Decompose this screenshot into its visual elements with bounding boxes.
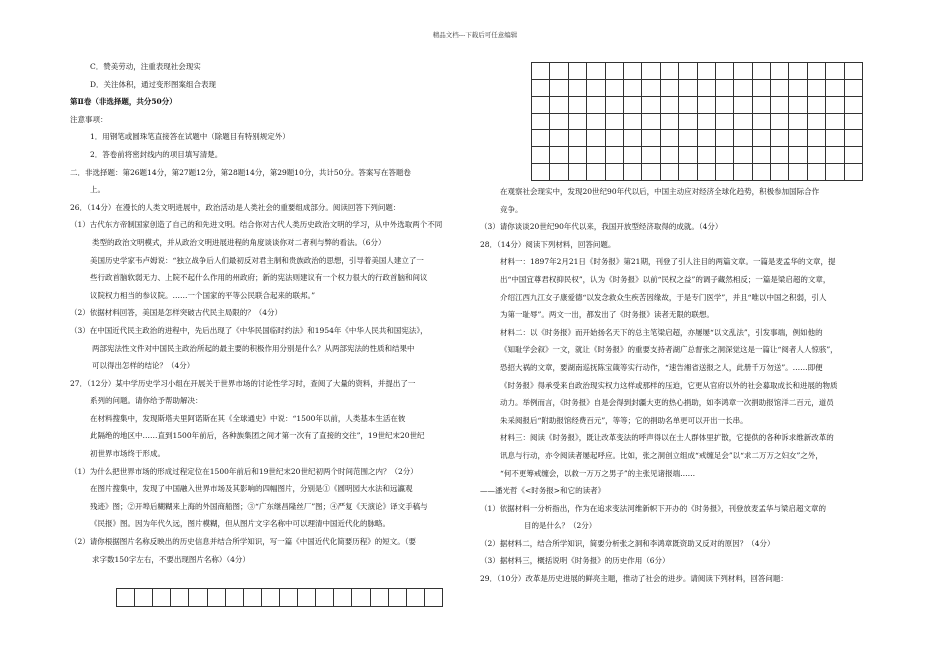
grid-cell [569,130,587,147]
grid-cell [771,97,789,114]
grid-cell [532,147,550,164]
left-line: 注意事项： [70,114,108,124]
grid-cell [698,63,716,80]
grid-cell [642,147,660,164]
grid-cell [532,80,550,97]
grid-cell [716,147,734,164]
grid-cell [734,164,752,181]
grid-cell [698,164,716,181]
grid-cell [808,97,826,114]
grid-cell [371,589,389,607]
page-header: 精品文档---下载后可任意编辑 [432,31,518,39]
grid-cell [569,114,587,131]
grid-cell [135,589,153,607]
grid-cell [624,97,642,114]
left-line: （2）请你根据图片名称反映出的历史信息并结合所学知识，写一篇《中国近代化简要历程》的短文。（要 [70,537,417,547]
grid-cell [642,130,660,147]
grid-cell [587,130,605,147]
grid-cell [753,114,771,131]
grid-cell [532,130,550,147]
grid-cell [808,80,826,97]
left-line: D．关注体积，通过变形图案组合表现 [90,79,217,89]
grid-cell [587,114,605,131]
grid-cell [698,114,716,131]
grid-cell [716,63,734,80]
right-line: 为第一耻辱”。两文一出，都发出了《时务报》读者无限的联想。 [500,310,714,320]
right-line: 28．（14分）阅读下列材料，回答问题。 [480,239,616,249]
grid-cell [679,63,697,80]
grid-cell [753,63,771,80]
grid-cell [716,97,734,114]
left-line: 26．（14分）在漫长的人类文明进展中，政治活动是人类社会的重要组成部分。阅读回答下列问题： [70,202,401,212]
grid-cell [826,63,844,80]
left-line: 上。 [90,185,105,195]
grid-cell [606,114,624,131]
grid-cell [716,114,734,131]
grid-cell [642,114,660,131]
grid-cell [642,80,660,97]
grid-cell [244,589,262,607]
grid-cell [661,80,679,97]
right-line: 材料一：1897年2月21日《时务报》第21期，刊登了引人注目的两篇文章。一篇是麦孟华的文章，提 [500,257,836,267]
grid-cell [679,97,697,114]
grid-cell [771,63,789,80]
grid-cell [208,589,226,607]
grid-cell [789,114,807,131]
grid-cell [153,589,171,607]
grid-cell [808,130,826,147]
left-column [70,58,475,568]
grid-cell [569,164,587,181]
grid-cell [642,63,660,80]
left-line: 《民报》图。因为年代久远，图片模糊，但从图片文字名称中可以理清中国近代化的脉略。 [90,519,390,529]
right-line: 竞争。 [500,204,523,214]
grid-cell [407,589,425,607]
right-line: 动力。举例而言，《时务报》自是会得到封疆大吏的热心捐助，如李鸿章一次捐助报馆洋二百元，道员 [500,398,834,408]
right-line: （1）依据材料一分析指出，作为在追求变法河维新帜下开办的《时务报》，刊登放麦孟华与梁启超文章的 [480,503,827,513]
grid-cell [679,164,697,181]
grid-cell [679,147,697,164]
left-line: C．赞美劳动，注重表现社会现实 [90,62,201,71]
grid-cell [734,147,752,164]
grid-cell [679,114,697,131]
grid-cell [587,147,605,164]
grid-cell [845,130,863,147]
left-line: （3）在中国近代民主政治的进程中，先后出现了《中华民国临时约法》和1954年《中华人民共和国宪法》， [70,325,428,335]
grid-cell [753,147,771,164]
grid-cell [606,130,624,147]
right-line: （2）据材料二，结合所学知识，简要分析张之洞和李鸿章既资助又反对的原因？（4分） [480,538,775,548]
grid-cell [789,130,807,147]
left-line: 残迹》图；②开埠后糊糊来上海的外国商船图；③“广东继昌隆丝厂”图；④严复《天演论》译文手稿与 [90,501,428,511]
grid-cell [771,147,789,164]
grid-cell [550,63,568,80]
grid-cell [826,130,844,147]
grid-cell [298,589,316,607]
grid-cell [569,63,587,80]
grid-cell [262,589,280,607]
grid-cell [624,80,642,97]
grid-cell [679,130,697,147]
grid-cell [808,147,826,164]
grid-cell [642,164,660,181]
right-line: 出“中国宜尊君权抑民权”，认为《时务报》以前“民权之益”的调子藏然相反；一篇是梁启超的文章， [500,274,831,284]
grid-cell [679,80,697,97]
left-line: 第Ⅱ卷（非选择题，共分50分） [70,97,177,107]
left-line: 此隔绝的地区中……直到1500年前后，各种族集团之间才第一次有了直接的交往”，19世纪末20世纪 [90,431,425,441]
grid-cell [550,130,568,147]
right-column [480,183,880,588]
grid-cell [642,97,660,114]
grid-cell [845,63,863,80]
left-line: 27．（12分）某中学历史学习小组在开展关于世界市场的讨论性学习时，查阅了大量的资料，并提出了一 [70,378,416,388]
grid-cell [587,80,605,97]
right-line: 讯息与行动，亦令阅读者屡起呼应。比如，张之洞创立组成“戒缠足会”以“求二万万之妇女”之外， [500,450,823,460]
grid-cell [753,130,771,147]
answer-grid-bottom [116,588,443,607]
grid-cell [845,114,863,131]
grid-cell [734,63,752,80]
left-line: 些行政首脑软弱无力、上院不起什么作用的州政府；新的宪法则建议有一个权力很大的行政首脑和间议 [90,273,428,283]
grid-cell [189,589,207,607]
right-line: 介绍江西九江女子康爱德“以发念救众生疾苦因缘故，于是专门医学”，并且“唯以中国之积弱，引人 [500,292,827,302]
grid-cell [753,164,771,181]
grid-cell [845,147,863,164]
grid-cell [716,80,734,97]
grid-cell [624,114,642,131]
left-line: （1）为什么把世界市场的形成过程定位在1500年前后和19世纪末20世纪初两个时间范围之内？（2分） [70,466,418,476]
grid-cell [569,97,587,114]
grid-cell [789,97,807,114]
grid-cell [661,63,679,80]
grid-cell [532,114,550,131]
left-line: 系列的问题。请你给予帮助解决： [90,396,203,406]
grid-cell [753,97,771,114]
right-line: 材料二：以《时务报》而开始扬名天下的总主笔梁启超，亦屡屡“以文乱法”，引发事端，例如他的 [500,327,823,337]
grid-cell [698,80,716,97]
grid-cell [352,589,370,607]
left-line: （2）依据材料回答，美国是怎样突破古代民主局限的？（4分） [70,308,283,318]
grid-cell [789,63,807,80]
grid-cell [826,97,844,114]
grid-cell [716,164,734,181]
grid-cell [771,130,789,147]
grid-cell [550,164,568,181]
right-line: 朱采阅报后“附助报馆经费百元”，等等；它的捐助名单更可以开出一长串。 [500,415,748,425]
grid-cell [606,63,624,80]
left-line: 类型的政治文明模式，并从政治文明进展进程的角度谈谈你对二者利与弊的看法。（6分） [92,237,386,247]
grid-cell [117,589,135,607]
left-line: 两部宪法性文件对中国民主政治所起的最主要的积极作用分别是什么？从两部宪法的性质和结果中 [92,343,415,353]
right-line: “何不更筹戒缠会，以救一万万之男子”的主张见诸报端…… [500,468,696,478]
right-line: （3）据材料三，概括说明《时务报》的历史作用（6分） [480,556,670,566]
grid-cell [532,63,550,80]
grid-cell [826,114,844,131]
grid-cell [550,147,568,164]
right-line: 材料三：阅读《时务报》，既让改革变法的呼声得以在士人群体里扩散，它提供的各种诉求维新改革的 [500,433,834,443]
right-line: 29．（10分）改革是历史进展的鲜亮主题，推动了社会的进步。请阅读下列材料，回答问题： [480,574,788,584]
grid-cell [698,97,716,114]
grid-cell [624,164,642,181]
left-line: 求字数150字左右，不要出现图片名称）（4分） [92,554,250,564]
grid-cell [808,63,826,80]
grid-cell [316,589,334,607]
grid-cell [845,97,863,114]
grid-cell [826,147,844,164]
left-line: 二．非选择题：第26题14分，第27题12分，第28题14分，第29题10分，共计50分。答案写在答题卷 [70,167,411,177]
grid-cell [624,147,642,164]
grid-cell [587,97,605,114]
grid-cell [587,164,605,181]
grid-cell [606,164,624,181]
grid-cell [280,589,298,607]
grid-cell [550,114,568,131]
left-line: 议院权力相当的参议院。……一个国家的平等公民联合起来的联邦。” [90,290,316,300]
grid-cell [845,80,863,97]
grid-cell [334,589,352,607]
left-line: 在材料搜集中，发现斯塔夫里阿诺斯在其《全球通史》中说：“1500年以前，人类基本生活在彼 [90,413,406,423]
grid-cell [661,114,679,131]
grid-cell [587,63,605,80]
grid-cell [624,63,642,80]
grid-cell [826,80,844,97]
grid-cell [789,80,807,97]
grid-cell [789,147,807,164]
grid-cell [661,147,679,164]
left-line: 2．答卷前将密封线内的项目填写清楚。 [90,149,223,159]
grid-cell [716,130,734,147]
left-line: 初世界市场终于形成。 [90,449,165,459]
grid-cell [606,147,624,164]
left-line: 可以得出怎样的结论？（4分） [92,361,195,371]
grid-cell [734,80,752,97]
grid-cell [606,80,624,97]
grid-cell [698,130,716,147]
left-line: 美国历史学家韦卢姆说：“独立战争后人们最初反对君主制和贵族政治的思想，引导着美国人建立了一 [90,255,424,265]
grid-cell [845,164,863,181]
grid-cell [771,164,789,181]
grid-cell [550,80,568,97]
grid-cell [171,589,189,607]
grid-cell [606,97,624,114]
right-line: 恐招大祸的文章，要湖南巡抚陈宝箴等实行动作，“速告湘省送报之人，此册千万勿送”。……即便 [500,362,823,372]
right-line: 在观察社会现实中，发现20世纪90年代以后，中国主动应对经济全球化趋势，积极参加国际合作 [500,187,820,196]
grid-cell [753,80,771,97]
left-line: （1）古代东方帝制国家创造了自己的和先进文明。结合你对古代人类历史政治文明的学习，从中外选取两个不同 [70,220,443,230]
right-line: 《知耻学会叙》一文，就让《时务报》的重要支持者湖广总督张之洞深觉这是一篇让“阅者人人惊骇”， [500,345,838,355]
grid-cell [808,114,826,131]
grid-cell [661,164,679,181]
left-line: 1．用钢笔或圆珠笔直接答在试题中（除题目有特别规定外） [90,132,290,142]
grid-cell [734,114,752,131]
grid-cell [569,80,587,97]
left-line: 在图片搜集中，发现了中国融入世界市场及其影响的四幅图片，分别是①《圆明园大水法和远瀛观 [90,484,413,494]
grid-cell [734,130,752,147]
right-line: 目的是什么？（2分） [524,521,597,531]
grid-cell [226,589,244,607]
grid-cell [569,147,587,164]
grid-cell [661,97,679,114]
grid-cell [532,97,550,114]
grid-cell [789,164,807,181]
right-line: 《时务报》得承受来自政治现实权力这样或那样的压迫，它更从官府以外的社会募取成长和进展的物质 [500,380,838,390]
grid-cell [624,130,642,147]
grid-cell [808,164,826,181]
grid-cell [661,130,679,147]
answer-grid-top [531,62,863,181]
grid-cell [425,589,443,607]
grid-cell [698,147,716,164]
right-line: （3）请你谈谈20世纪90年代以来，我国开放型经济取得的成就。（4分） [480,222,723,232]
grid-cell [771,80,789,97]
grid-cell [734,97,752,114]
right-line: ——潘光哲《<时务报>和它的读者》 [480,486,606,496]
grid-cell [532,164,550,181]
grid-cell [826,164,844,181]
grid-cell [389,589,407,607]
grid-cell [771,114,789,131]
grid-cell [550,97,568,114]
